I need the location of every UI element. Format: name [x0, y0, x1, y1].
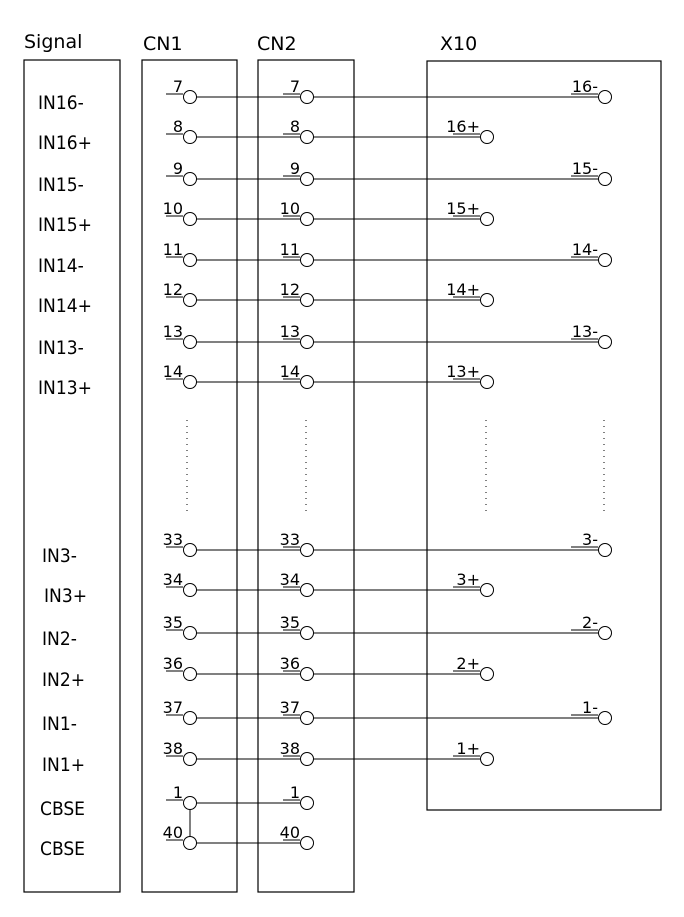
x10-pin-label: 3+ — [456, 570, 480, 589]
signal-label: IN13+ — [38, 377, 92, 399]
cn2-terminal — [301, 336, 314, 349]
connection-row — [38, 322, 612, 359]
x10-terminal — [599, 173, 612, 186]
x10-pin-label: 14+ — [446, 280, 480, 299]
cn1-pin-number: 10 — [162, 199, 183, 218]
cn2-terminal — [301, 837, 314, 850]
connection-row — [38, 117, 494, 154]
cn2-terminal — [301, 254, 314, 267]
signal-label: IN14- — [38, 255, 84, 277]
connection-row — [42, 698, 612, 735]
cn1-pin-number: 35 — [162, 613, 183, 632]
cn2-pin-number: 10 — [279, 199, 300, 218]
cn2-terminal — [301, 376, 314, 389]
cn1-terminal — [184, 753, 197, 766]
cn2-pin-number: 38 — [279, 739, 300, 758]
cn1-terminal — [184, 131, 197, 144]
connection-row — [38, 280, 494, 317]
x10-pin-label: 15+ — [446, 199, 480, 218]
cn2-pin-number: 13 — [279, 322, 300, 341]
cn2-terminal — [301, 294, 314, 307]
cn1-pin-number: 36 — [162, 654, 183, 673]
x10-header: X10 — [440, 33, 478, 55]
connection-row — [38, 159, 612, 196]
x10-terminal — [481, 131, 494, 144]
cn1-terminal — [184, 837, 197, 850]
cn1-pin-number: 13 — [162, 322, 183, 341]
cn1-terminal — [184, 173, 197, 186]
x10-terminal — [481, 213, 494, 226]
signal-label: CBSE — [40, 798, 85, 820]
cn1-terminal — [184, 254, 197, 267]
x10-terminal — [599, 254, 612, 267]
cn2-pin-number: 1 — [289, 783, 300, 802]
cn1-terminal — [184, 797, 197, 810]
cn2-terminal — [301, 544, 314, 557]
cn2-terminal — [301, 712, 314, 725]
connection-row — [42, 654, 494, 691]
x10-terminal — [481, 294, 494, 307]
cn1-terminal — [184, 336, 197, 349]
signal-label: IN15- — [38, 174, 84, 196]
connection-row — [38, 77, 612, 114]
x10-pin-label: 16- — [571, 77, 598, 96]
signal-label: IN2+ — [42, 669, 86, 691]
cn1-terminal — [184, 213, 197, 226]
cn1-pin-number: 8 — [172, 117, 183, 136]
cn1-header: CN1 — [143, 33, 183, 55]
x10-terminal — [481, 753, 494, 766]
cn1-pin-number: 14 — [162, 362, 183, 381]
cn1-pin-number: 1 — [172, 783, 183, 802]
x10-terminal — [599, 627, 612, 640]
cn2-pin-number: 37 — [279, 698, 300, 717]
cn1-pin-number: 9 — [172, 159, 183, 178]
x10-terminal — [599, 712, 612, 725]
signal-label: IN2- — [42, 628, 77, 650]
cn2-terminal — [301, 213, 314, 226]
x10-pin-label: 2- — [582, 613, 598, 632]
cn2-pin-number: 14 — [279, 362, 300, 381]
cn2-pin-number: 33 — [279, 530, 300, 549]
cn2-pin-number: 36 — [279, 654, 300, 673]
signal-label: IN3- — [42, 545, 77, 567]
cn2-terminal — [301, 91, 314, 104]
x10-terminal — [481, 376, 494, 389]
connection-row — [38, 240, 612, 277]
x10-pin-label: 13+ — [446, 362, 480, 381]
cn2-pin-number: 35 — [279, 613, 300, 632]
x10-pin-label: 14- — [571, 240, 598, 259]
cn1-pin-number: 38 — [162, 739, 183, 758]
connection-row — [42, 530, 612, 567]
connection-row — [42, 739, 494, 776]
x10-pin-label: 13- — [571, 322, 598, 341]
x10-pin-label: 15- — [571, 159, 598, 178]
cn2-terminal — [301, 668, 314, 681]
cn1-pin-number: 12 — [162, 280, 183, 299]
signal-label: IN15+ — [38, 214, 92, 236]
x10-pin-label: 2+ — [456, 654, 480, 673]
cn1-pin-number: 11 — [162, 240, 183, 259]
cn1-terminal — [184, 544, 197, 557]
signal-label: IN1- — [42, 713, 77, 735]
signal-header: Signal — [24, 31, 83, 53]
cn2-pin-number: 9 — [289, 159, 300, 178]
connection-row — [42, 613, 612, 650]
connection-row — [40, 823, 314, 860]
cn2-pin-number: 11 — [279, 240, 300, 259]
cn2-pin-number: 8 — [289, 117, 300, 136]
cn1-terminal — [184, 91, 197, 104]
cn1-pin-number: 37 — [162, 698, 183, 717]
cn1-pin-number: 33 — [162, 530, 183, 549]
x10-terminal — [599, 91, 612, 104]
cn2-pin-number: 12 — [279, 280, 300, 299]
cn2-terminal — [301, 797, 314, 810]
cn2-terminal — [301, 131, 314, 144]
cn1-terminal — [184, 584, 197, 597]
connection-rows — [38, 77, 612, 860]
x10-terminal — [481, 668, 494, 681]
cn1-pin-number: 40 — [162, 823, 183, 842]
cn2-terminal — [301, 627, 314, 640]
signal-label: IN16+ — [38, 132, 92, 154]
cn1-terminal — [184, 294, 197, 307]
x10-pin-label: 1+ — [456, 739, 480, 758]
connection-row — [40, 783, 314, 820]
x10-pin-label: 3- — [582, 530, 598, 549]
cn2-pin-number: 40 — [279, 823, 300, 842]
cn1-pin-number: 7 — [172, 77, 183, 96]
cn2-header: CN2 — [257, 33, 297, 55]
signal-label: IN14+ — [38, 295, 92, 317]
signal-label: IN3+ — [44, 585, 88, 607]
connection-row — [38, 199, 494, 236]
signal-label: IN13- — [38, 337, 84, 359]
x10-pin-label: 1- — [582, 698, 598, 717]
x10-pin-label: 16+ — [446, 117, 480, 136]
cn1-terminal — [184, 712, 197, 725]
cn2-pin-number: 7 — [289, 77, 300, 96]
signal-label: IN1+ — [42, 754, 86, 776]
connection-row — [44, 570, 494, 607]
x10-terminal — [599, 336, 612, 349]
cn2-terminal — [301, 584, 314, 597]
cn2-terminal — [301, 173, 314, 186]
x10-box — [427, 61, 661, 810]
signal-label: IN16- — [38, 92, 84, 114]
cn1-pin-number: 34 — [162, 570, 183, 589]
x10-terminal — [481, 584, 494, 597]
signal-label: CBSE — [40, 838, 85, 860]
cn2-pin-number: 34 — [279, 570, 300, 589]
cn1-terminal — [184, 627, 197, 640]
cn1-terminal — [184, 376, 197, 389]
connection-row — [38, 362, 494, 399]
cn1-terminal — [184, 668, 197, 681]
x10-terminal — [599, 544, 612, 557]
cn2-terminal — [301, 753, 314, 766]
